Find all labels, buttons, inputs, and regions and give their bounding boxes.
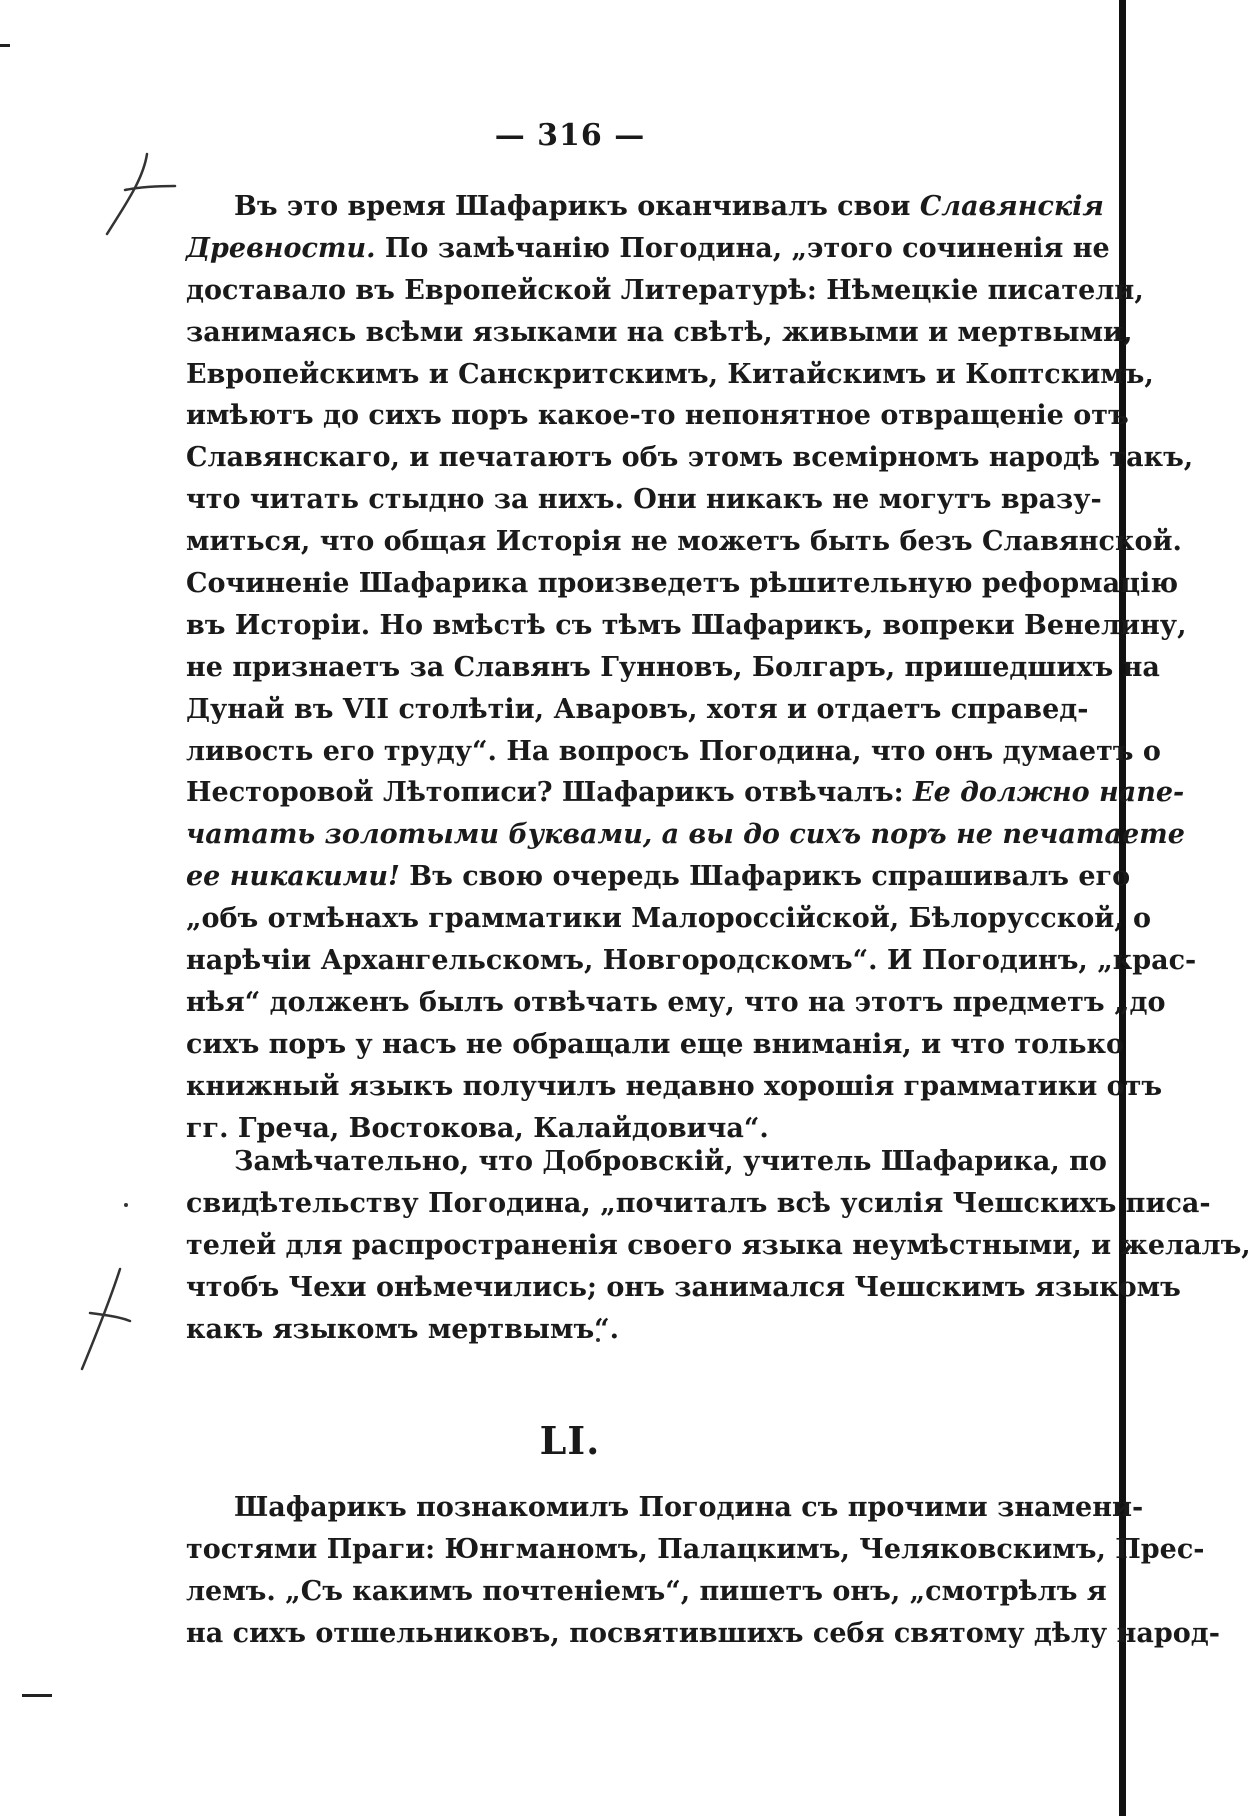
text-run: на сихъ отшельниковъ, посвятившихъ себя святому дѣлу народ- (186, 1617, 1220, 1649)
text-line (186, 312, 1133, 354)
text-line (186, 731, 1161, 773)
text-run: не признаетъ за Славянъ Гунновъ, Болгаръ, пришедшихъ на (186, 651, 1160, 683)
paragraph-1 (186, 186, 1197, 1149)
text-run: миться, что общая Исторія не можетъ быть безъ Славянской. (186, 526, 1182, 558)
text-run: что читать стыдно за нихъ. Они никакъ не могутъ вразу- (186, 484, 1102, 516)
text-run: По замѣчанію Погодина, „этого сочиненія не (375, 232, 1110, 264)
text-line (186, 395, 1129, 437)
text-line (186, 228, 1110, 270)
text-run: занимаясь всѣми языками на свѣтѣ, живыми и мертвыми, (186, 316, 1133, 348)
paragraph-3 (186, 1487, 1220, 1655)
text-line (186, 521, 1182, 563)
text-run: Въ это время Шафарикъ оканчивалъ свои (234, 191, 920, 222)
text-run: „объ отмѣнахъ грамматики Малороссійской, Бѣлорусской, о (186, 903, 1152, 935)
text-line (186, 437, 1194, 479)
text-run: въ Исторіи. Но вмѣстѣ съ тѣмъ Шафарикъ, вопреки Венелину, (186, 609, 1187, 641)
text-line (186, 563, 1178, 605)
text-line (186, 898, 1152, 940)
text-line (186, 1529, 1205, 1571)
pencil-cross-mark-top-icon (95, 150, 185, 240)
text-line (186, 940, 1197, 982)
italic-text: Древности. (186, 232, 376, 264)
text-run: Славянскаго, и печатаютъ объ этомъ всемірномъ народѣ такъ, (186, 442, 1194, 474)
italic-text: Ее должно напе- (912, 777, 1185, 809)
text-run: тостями Праги: Юнгманомъ, Палацкимъ, Челяковскимъ, Прес- (186, 1533, 1205, 1565)
text-line (186, 647, 1160, 689)
text-run: телей для распространенія своего языка неумѣстными, и желалъ, (186, 1229, 1251, 1261)
text-run: ливость его труду“. На вопросъ Погодина, что онъ думаетъ о (186, 735, 1161, 767)
text-line (186, 982, 1166, 1024)
text-line (186, 1571, 1107, 1613)
text-run: Сочиненіе Шафарика произведетъ рѣшительную реформацію (186, 568, 1178, 600)
text-line (186, 1267, 1181, 1309)
margin-dot (124, 1203, 128, 1207)
text-line (186, 1487, 1144, 1529)
text-run: гг. Греча, Востокова, Калайдовича“. (186, 1112, 769, 1144)
margin-tick-mark (0, 44, 10, 47)
text-line (186, 1309, 1038, 1351)
text-line (186, 186, 1104, 228)
text-run: доставало въ Европейской Литературѣ: Нѣмецкіе писатели, (186, 274, 1144, 306)
text-line (186, 1066, 1163, 1108)
pencil-cross-mark-bottom-icon (68, 1265, 148, 1375)
text-run: лемъ. „Съ какимъ почтеніемъ“, пишетъ онъ, „смотрѣлъ я (186, 1575, 1107, 1607)
text-line (186, 1141, 1107, 1183)
text-line (186, 354, 1154, 396)
text-line (186, 814, 1185, 856)
text-run: Замѣчательно, что Добровскій, учитель Шафарика, по (234, 1146, 1107, 1177)
text-run: чтобъ Чехи онѣмечились; онъ занимался Чешскимъ языкомъ (186, 1271, 1181, 1303)
text-line (186, 772, 1185, 814)
text-line (186, 689, 1089, 731)
text-line (186, 479, 1102, 521)
text-line (186, 1613, 1220, 1655)
text-run: сихъ поръ у насъ не обращали еще вниманія, и что только (186, 1028, 1124, 1060)
text-run: нѣя“ долженъ былъ отвѣчать ему, что на этотъ предметъ „до (186, 986, 1166, 1018)
text-line (186, 605, 1187, 647)
text-run: книжный языкъ получилъ недавно хорошія грамматики отъ (186, 1070, 1163, 1102)
section-heading: LI. (539, 1418, 601, 1463)
text-run: Шафарикъ познакомилъ Погодина съ прочими знамени- (234, 1492, 1144, 1523)
text-line (186, 1225, 1251, 1267)
paragraph-2 (186, 1141, 1251, 1350)
text-run: Въ свою очередь Шафарикъ спрашивалъ его (399, 861, 1131, 893)
text-line (186, 856, 1131, 898)
text-line (186, 1024, 1124, 1066)
text-run: Европейскимъ и Санскритскимъ, Китайскимъ и Коптскимъ, (186, 358, 1154, 390)
text-line (186, 270, 1144, 312)
text-run: Дунай въ VII столѣтіи, Аваровъ, хотя и отдаетъ справед- (186, 693, 1089, 725)
text-line (186, 1183, 1211, 1225)
text-run: какъ языкомъ мертвымъ“. (186, 1313, 620, 1345)
margin-dash-mark (22, 1694, 52, 1697)
text-run: Несторовой Лѣтописи? Шафарикъ отвѣчалъ: (186, 777, 913, 809)
text-run: свидѣтельству Погодина, „почиталъ всѣ усилія Чешскихъ писа- (186, 1187, 1211, 1219)
italic-text: чатать золотыми буквами, а вы до сихъ поръ не печатаете (186, 819, 1185, 851)
page-number: — 316 — (494, 118, 646, 153)
italic-text: Славянскія (919, 191, 1104, 222)
text-run: имѣютъ до сихъ поръ какое-то непонятное отвращеніе отъ (186, 400, 1129, 432)
italic-text: ее никакими! (186, 861, 400, 893)
text-run: нарѣчіи Архангельскомъ, Новгородскомъ“. И Погодинъ, „крас- (186, 945, 1197, 977)
